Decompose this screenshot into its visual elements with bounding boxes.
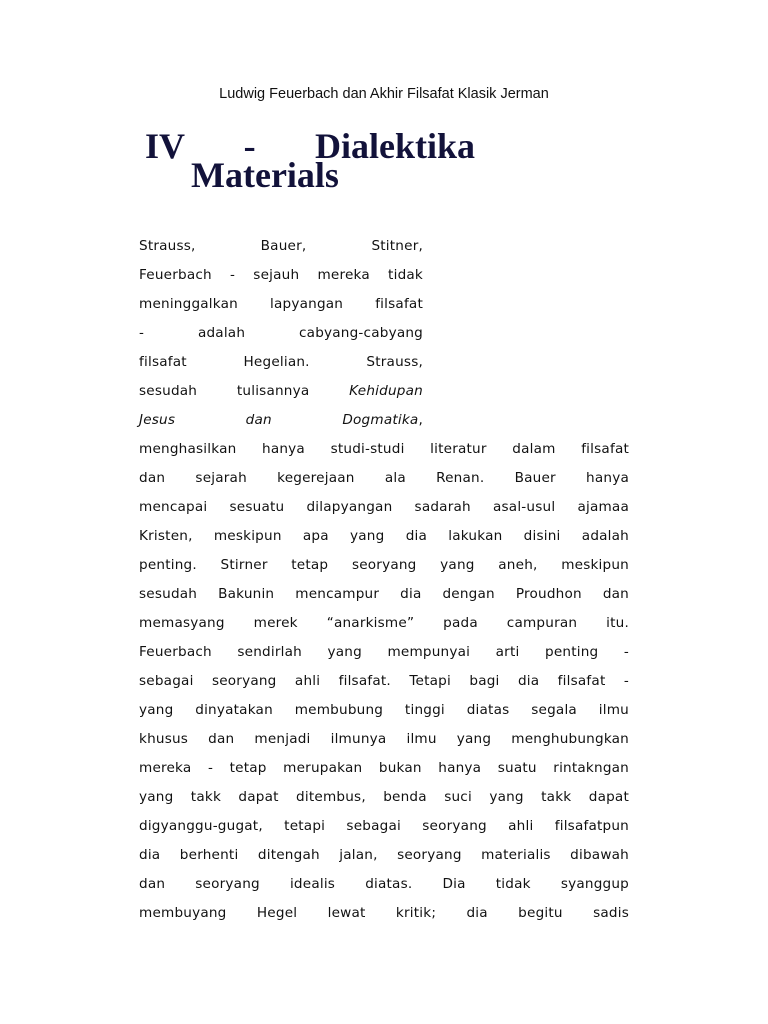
paragraph-line: memasyang merek “anarkisme” pada campuran itu. xyxy=(139,615,629,631)
paragraph-line xyxy=(139,377,423,406)
paragraph-line: Kristen, meskipun apa yang dia lakukan disini adalah xyxy=(139,528,629,544)
paragraph-line: sebagai seoryang ahli filsafat. Tetapi bagi dia filsafat - xyxy=(139,673,629,689)
book-title-italic: Jesus dan Dogmatika xyxy=(139,412,419,428)
paragraph-line: yang takk dapat ditembus, benda suci yang takk dapat xyxy=(139,789,629,805)
chapter-title-line-1: IV - Dialektika xyxy=(145,126,475,166)
paragraph-line: Feuerbach sendirlah yang mempunyai arti penting - xyxy=(139,644,629,660)
paragraph-line: Strauss, Bauer, Stitner, xyxy=(139,238,423,254)
paragraph-line: meninggalkan lapyangan filsafat xyxy=(139,296,423,312)
paragraph-text: sesudah tulisannya xyxy=(139,383,310,399)
paragraph-line: digyanggu-gugat, tetapi sebagai seoryang ahli filsafatpun xyxy=(139,818,629,834)
paragraph-line: membuyang Hegel lewat kritik; dia begitu sadis xyxy=(139,905,629,921)
paragraph-line: - adalah cabyang-cabyang xyxy=(139,325,423,341)
paragraph-line: khusus dan menjadi ilmunya ilmu yang menghubungkan xyxy=(139,731,629,747)
paragraph-line: yang dinyatakan membubung tinggi diatas segala ilmu xyxy=(139,702,629,718)
paragraph-line xyxy=(139,406,423,435)
narrow-paragraph xyxy=(139,232,423,435)
paragraph-line: dan seoryang idealis diatas. Dia tidak syanggup xyxy=(139,876,629,892)
paragraph-line: penting. Stirner tetap seoryang yang aneh, meskipun xyxy=(139,557,629,573)
book-title-italic: Kehidupan xyxy=(349,383,423,399)
paragraph-text: , xyxy=(418,412,423,428)
paragraph-line: Feuerbach - sejauh mereka tidak xyxy=(139,267,423,283)
wide-paragraph xyxy=(139,435,629,928)
paragraph-line: mereka - tetap merupakan bukan hanya suatu rintakngan xyxy=(139,760,629,776)
chapter-title xyxy=(145,126,475,195)
running-header: Ludwig Feuerbach dan Akhir Filsafat Klasik Jerman xyxy=(219,86,549,102)
paragraph-line: sesudah Bakunin mencampur dia dengan Proudhon dan xyxy=(139,586,629,602)
paragraph-line: mencapai sesuatu dilapyangan sadarah asal-usul ajamaa xyxy=(139,499,629,515)
paragraph-line: filsafat Hegelian. Strauss, xyxy=(139,354,423,370)
paragraph-line: menghasilkan hanya studi-studi literatur dalam filsafat xyxy=(139,441,629,457)
paragraph-line: dan sejarah kegerejaan ala Renan. Bauer hanya xyxy=(139,470,629,486)
chapter-title-line-2: Materials xyxy=(191,155,339,195)
paragraph-line: dia berhenti ditengah jalan, seoryang materialis dibawah xyxy=(139,847,629,863)
